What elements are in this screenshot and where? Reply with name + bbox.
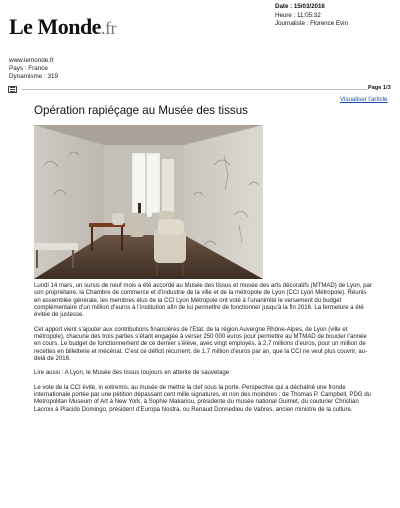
- source-site: www.lemonde.fr: [9, 57, 54, 64]
- article-paragraph-1: Lundi 14 mars, un sursis de neuf mois a été accordé au Musée des tissus et musée des arts décoratifs (MTMAD) de Lyon, par son propriétaire, la Chambre de commerce et d’industrie de la ville et de la métropole de Lyon (CCI Lyon Métropole). Réunis en assemblée générale, les membres élus de la CCI Lyon Métropole ont voté à l’unanimité le versement du budget complémentaire d’un million d’euros à l’institution afin de lui permettre de fonctionner jusqu’à la fin 2016. La fermeture a été évitée de justesse.: [34, 283, 372, 319]
- source-info: [9, 57, 58, 82]
- logo-suffix-text: .fr: [100, 18, 116, 38]
- article-title: Opération rapiéçage au Musée des tissus: [34, 104, 248, 117]
- article-paragraph-3: Lire aussi : A Lyon, le Musée des tissus toujours en attente de sauvetage: [34, 370, 230, 377]
- le-monde-logo: [9, 14, 116, 40]
- time-label: Heure : 11:05:32: [275, 11, 321, 19]
- article-paragraph-4: Le vote de la CCI évite, in extremis, au musée de mettre la clef sous la porte. Perspective qui a déchaîné une fronde internationale portée par une pétition dépassant cent mille signatures, et non des moindres : de Thomas P. Campbell, PDG du Metropolitan Museum of Art à New York, à Sophie Makariou, présidente du musée national Guimet, du couturier Christian Lacroix à Placido Domingo, président d’Europa Nostra, ou Renaud Donnedieu de Vabres, ancien ministre de la culture.: [34, 384, 371, 413]
- source-country: Pays : France: [9, 65, 48, 73]
- article-paragraph-2: Cet apport vient s’ajouter aux contributions financières de l’Etat, de la région Auvergne Rhône-Alpes, de Lyon (ville et métropole), chacune des trois parties s’étant engagée à verser 250 000 euros pour permettre au MTMAD de boucler l’année en cours. Le budget de fonctionnement de ce dernier s’élève, avec vingt employés, à 2,7 millions d’euros, pour un million de recettes en billetterie et mécénat. C’est ce déficit récurrent, de 1,7 million d’euros par an, que la CCI ne veut plus couvrir, au-delà de 2016.: [34, 326, 368, 363]
- article-body: [34, 283, 372, 421]
- header-divider: [22, 89, 367, 90]
- journalist-label: Journaliste : Florence Evin: [275, 20, 348, 28]
- article-photo: [34, 125, 263, 279]
- view-article-link[interactable]: Visualiser l'article: [340, 96, 388, 103]
- source-dynamism: Dynamisme : 319: [9, 73, 58, 81]
- document-icon: [8, 86, 17, 93]
- press-meta-block: [275, 3, 348, 29]
- logo-main-text: Le Monde: [9, 14, 101, 39]
- page-number: Page 1/3: [368, 85, 391, 91]
- date-label: Date : 15/03/2016: [275, 3, 325, 10]
